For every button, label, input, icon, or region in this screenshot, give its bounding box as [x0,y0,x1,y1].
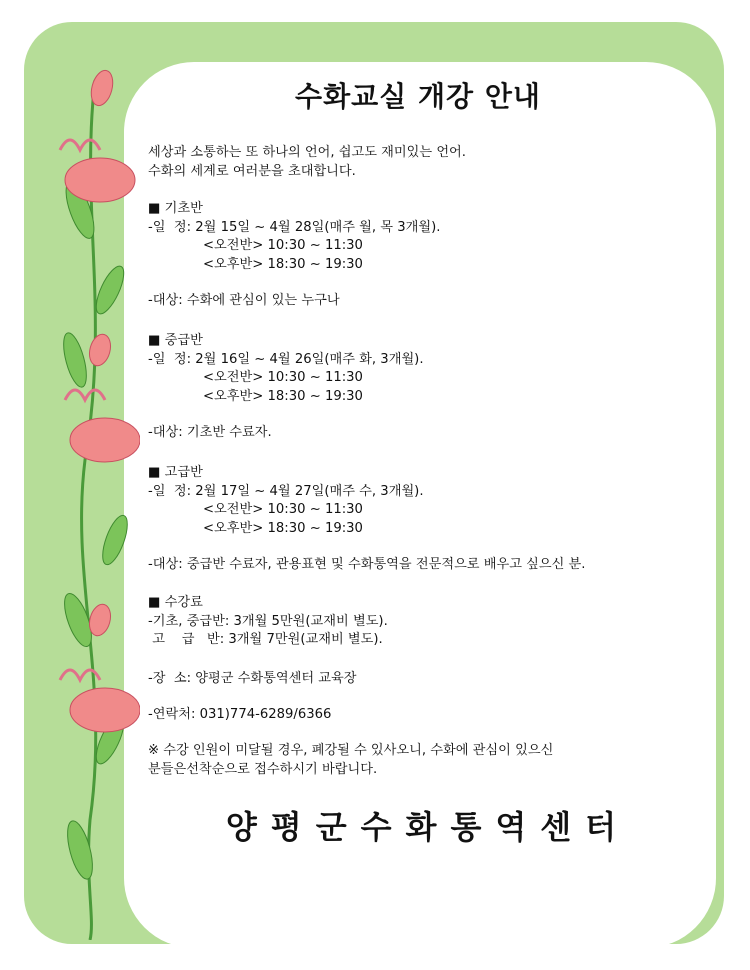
intermediate-class-section [148,332,424,443]
target: -대상: 중급반 수료자, 관용표현 및 수화통역을 전문적으로 배우고 싶으신 분. [148,557,586,573]
evening-session: <오후반> 18:30 ~ 19:30 [203,520,363,536]
notice-line: ※ 수강 인원이 미달될 경우, 폐강될 수 있사오니, 수화에 관심이 있으신 [148,743,554,758]
morning-session: <오전반> 10:30 ~ 11:30 [203,370,363,386]
morning-session: <오전반> 10:30 ~ 11:30 [203,502,363,518]
fee-line: 고 급 반: 3개월 7만원(교재비 별도). [148,632,383,648]
intro [148,144,466,181]
section-heading: ■ 고급반 [148,465,203,480]
tulip-vine-decoration [40,60,140,940]
schedule: -일 정: 2월 16일 ~ 4월 26일(매주 화, 3개월). [148,351,424,367]
schedule: -일 정: 2월 15일 ~ 4월 28일(매주 월, 목 3개월). [148,219,441,235]
contact-line: -연락처: 031)774-6289/6366 [148,707,332,722]
basic-class-section [148,200,440,311]
intro-line: 수화의 세계로 여러분을 초대합니다. [148,163,356,179]
advanced-class-section [148,464,585,575]
fee-line: -기초, 중급반: 3개월 5만원(교재비 별도). [148,613,388,629]
target: -대상: 기초반 수료자. [148,425,272,441]
section-heading: ■ 수강료 [148,595,203,610]
place-line: -장 소: 양평군 수화통역센터 교육장 [148,671,357,686]
page-title: 수화교실 개강 안내 [295,80,541,113]
target: -대상: 수화에 관심이 있는 누구나 [148,293,340,309]
place [148,670,357,689]
morning-session: <오전반> 10:30 ~ 11:30 [203,238,363,254]
section-heading: ■ 중급반 [148,333,203,348]
schedule: -일 정: 2월 17일 ~ 4월 27일(매주 수, 3개월). [148,483,424,499]
section-heading: ■ 기초반 [148,201,203,216]
evening-session: <오후반> 18:30 ~ 19:30 [203,256,363,272]
evening-session: <오후반> 18:30 ~ 19:30 [203,388,363,404]
intro-line: 세상과 소통하는 또 하나의 언어, 쉽고도 재미있는 언어. [148,145,466,160]
notice [148,742,553,779]
fee-section [148,594,388,650]
organization-name: 양평군수화통역센터 [225,808,631,846]
contact [148,706,331,725]
notice-line: 분들은선착순으로 접수하시기 바랍니다. [148,761,378,777]
